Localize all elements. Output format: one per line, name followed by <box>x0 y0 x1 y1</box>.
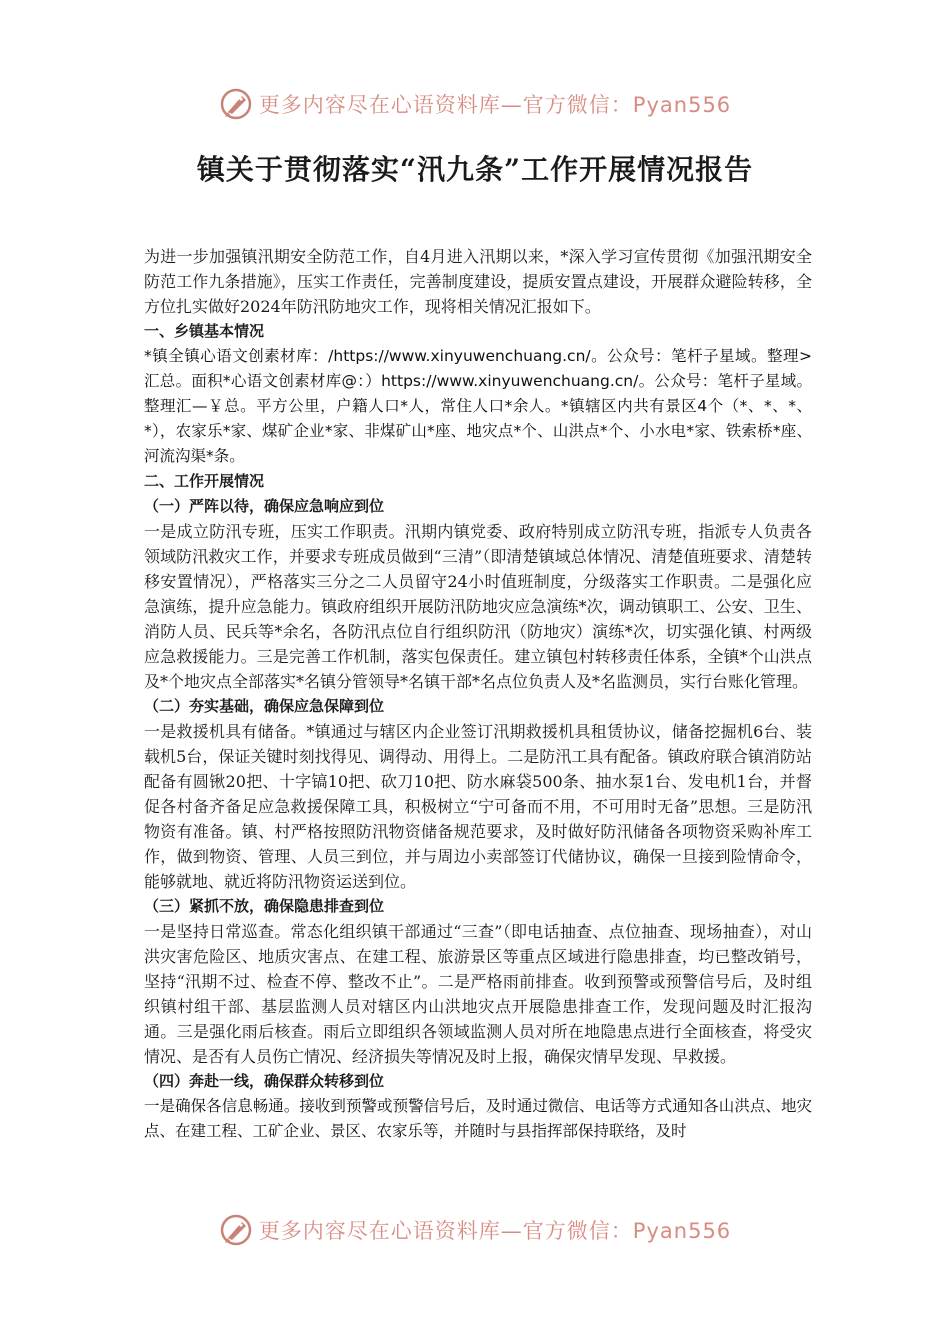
subsection-1-body: 一是成立防汛专班，压实工作职责。汛期内镇党委、政府特别成立防汛专班，指派专人负责各领域防汛救灾工作，并要求专班成员做到“三清”（即清楚镇域总体情况、清楚值班要求、清楚转移安置情况），严格落实三分之二人员留守24小时值班制度，分级落实工作职责。二是强化应急演练，提升应急能力。镇政府组织开展防汛防地灾应急演练*次，调动镇职工、公安、卫生、消防人员、民兵等*余名，各防汛点位自行组织防汛（防地灾）演练*次，切实强化镇、村两级应急救援能力。三是完善工作机制，落实包保责任。建立镇包村转移责任体系，全镇*个山洪点及*个地灾点全部落实*名镇分管领导*名镇干部*名点位负责人及*名监测员，实行台账化管理。 <box>144 522 812 691</box>
subsection-4-body: 一是确保各信息畅通。接收到预警或预警信号后，及时通过微信、电话等方式通知各山洪点、地灾点、在建工程、工矿企业、景区、农家乐等，并随时与县指挥部保持联络，及时 <box>144 1097 812 1140</box>
pen-nib-logo-icon <box>219 1213 253 1247</box>
banner-text: 更多内容尽在心语资料库—官方微信：Pyan556 <box>258 1219 732 1243</box>
subsection-3-body: 一是坚持日常巡查。常态化组织镇干部通过“三查”（即电话抽查、点位抽查、现场抽查），对山洪灾害危险区、地质灾害点、在建工程、旅游景区等重点区域进行隐患排查，均已整改销号，坚持“汛期不过、检查不停、整改不止”。二是严格雨前排查。收到预警或预警信号后，及时组织镇村组干部、基层监测人员对辖区内山洪地灾点开展隐患排查工作，发现问题及时汇报沟通。三是强化雨后核查。雨后立即组织各领域监测人员对所在地隐患点进行全面核查，将受灾情况、是否有人员伤亡情况、经济损失等情况及时上报，确保灾情早发现、早救援。 <box>144 922 812 1066</box>
section-2-heading: 二、工作开展情况 <box>144 472 265 490</box>
subsection-3-heading: （三）紧抓不放，确保隐患排查到位 <box>144 897 385 915</box>
banner-text: 更多内容尽在心语资料库—官方微信：Pyan556 <box>258 93 732 117</box>
pen-nib-logo-icon <box>219 87 253 121</box>
footer-banner <box>0 1208 950 1252</box>
document-body <box>144 244 812 1194</box>
subsection-4-heading: （四）奔赴一线，确保群众转移到位 <box>144 1072 385 1090</box>
document-title: 镇关于贯彻落实“汛九条”工作开展情况报告 <box>196 153 754 186</box>
section-1-body: *镇全镇心语文创素材库：/https://www.xinyuwenchuang.cn/。公众号：笔杆子星域。整理>汇总。面积*心语文创素材库@：）https://www.xinyuwenchuang.cn/。公众号：笔杆子星域。整理汇—￥总。平方公里，户籍人口*人，常住人口*余人。*镇辖区内共有景区4个（*、*、*、*），农家乐*家、煤矿企业*家、非煤矿山*座、地灾点*个、山洪点*个、小水电*家、铁索桥*座、河流沟渠*条。 <box>144 347 812 465</box>
subsection-1-heading: （一）严阵以待，确保应急响应到位 <box>144 497 385 515</box>
subsection-2-body: 一是救援机具有储备。*镇通过与辖区内企业签订汛期救援机具租赁协议，储备挖掘机6台、装载机5台，保证关键时刻找得见、调得动、用得上。二是防汛工具有配备。镇政府联合镇消防站配备有圆锹20把、十字镐10把、砍刀10把、防水麻袋500条、抽水泵1台、发电机1台，并督促各村备齐备足应急救援保障工具，积极树立“宁可备而不用，不可用时无备”思想。三是防汛物资有准备。镇、村严格按照防汛物资储备规范要求，及时做好防汛储备各项物资采购补库工作，做到物资、管理、人员三到位，并与周边小卖部签订代储协议，确保一旦接到险情命令，能够就地、就近将防汛物资运送到位。 <box>144 722 812 891</box>
intro-paragraph: 为进一步加强镇汛期安全防范工作，自4月进入汛期以来，*深入学习宣传贯彻《加强汛期安全防范工作九条措施》，压实工作责任，完善制度建设，提质安置点建设，开展群众避险转移，全方位扎实做好2024年防汛防地灾工作，现将相关情况汇报如下。 <box>144 247 812 316</box>
subsection-2-heading: （二）夯实基础，确保应急保障到位 <box>144 697 385 715</box>
header-banner <box>0 82 950 126</box>
section-1-heading: 一、乡镇基本情况 <box>144 322 265 340</box>
